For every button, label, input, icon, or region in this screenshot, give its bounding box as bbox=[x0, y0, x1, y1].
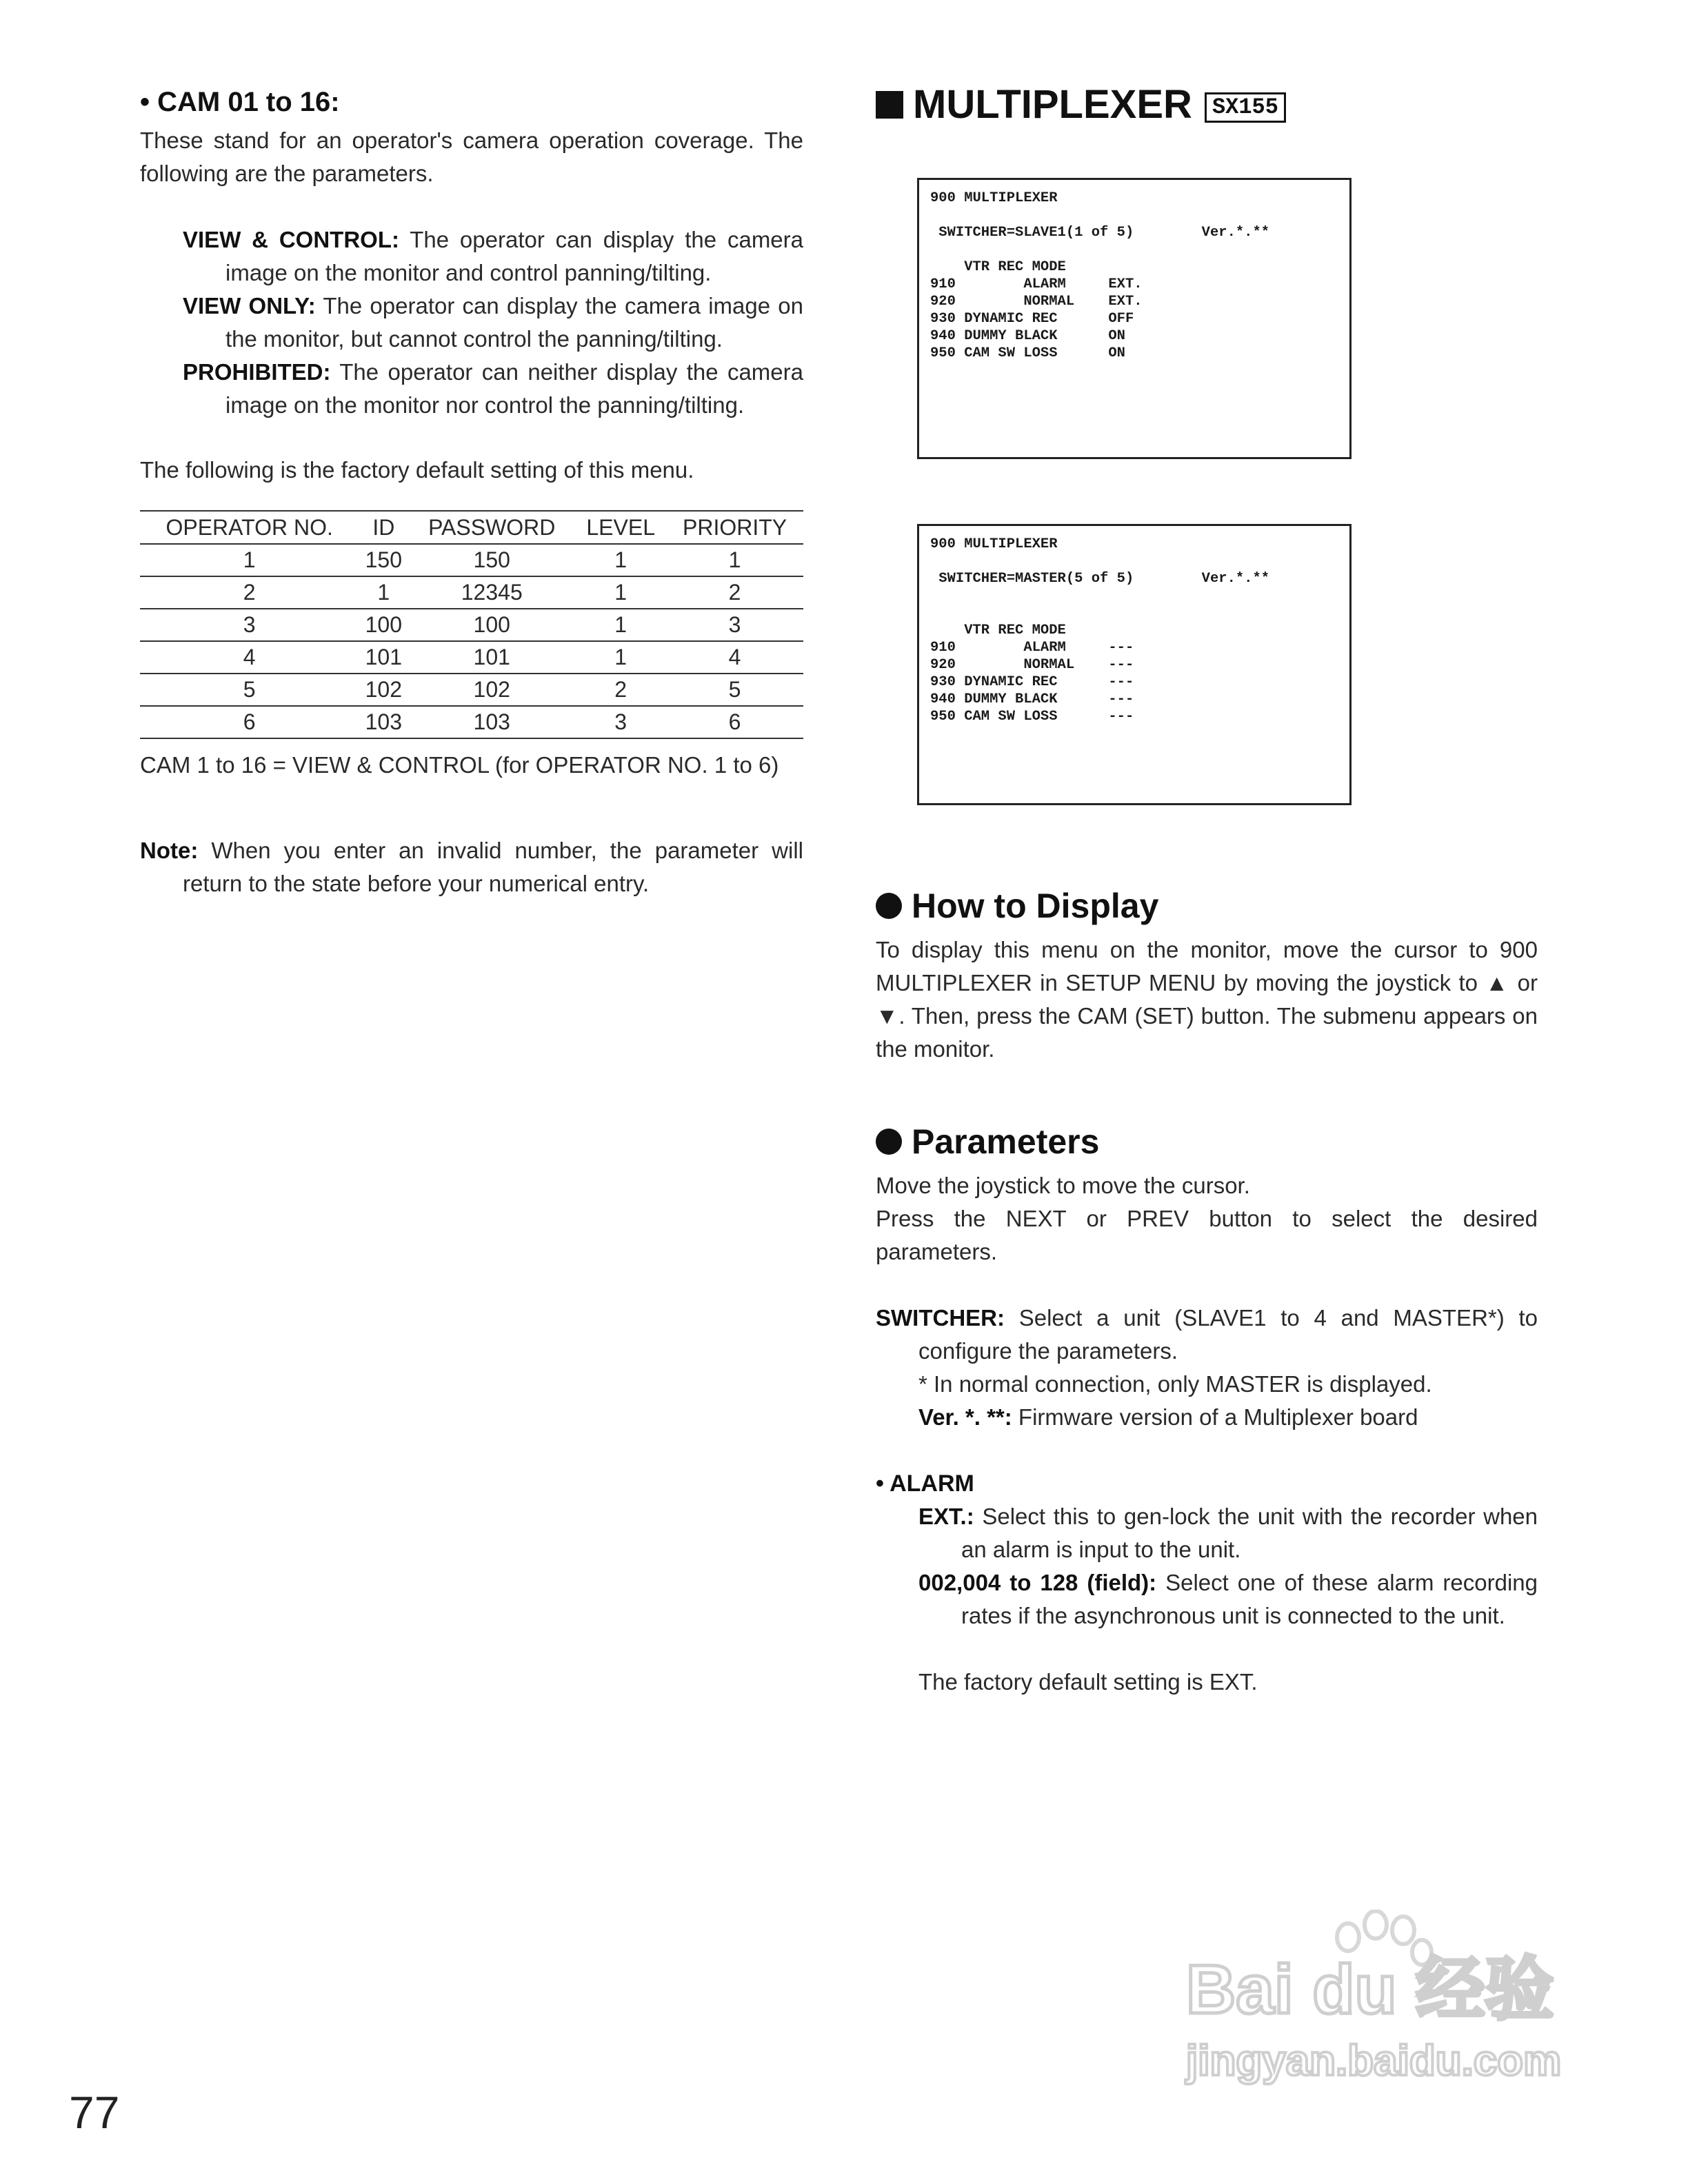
option-prohibited: PROHIBITED: The operator can neither display the camera image on the monitor nor control the panning/tilting. bbox=[183, 359, 803, 418]
field-option: 002,004 to 128 (field): Select one of these alarm recording rates if the asynchronous unit is connected to the unit. bbox=[918, 1570, 1538, 1628]
table-header-row bbox=[140, 511, 803, 544]
switcher-note: * In normal connection, only MASTER is displayed. bbox=[918, 1371, 1432, 1397]
right-column bbox=[876, 83, 1538, 1699]
circle-bullet-icon bbox=[876, 893, 902, 919]
params-line-2: Press the NEXT or PREV button to select the desired parameters. bbox=[876, 1206, 1538, 1264]
col-level: LEVEL bbox=[575, 511, 666, 544]
version-param: Ver. *. **: Firmware version of a Multiplexer board bbox=[918, 1404, 1418, 1430]
col-operator-no: OPERATOR NO. bbox=[140, 511, 359, 544]
page-number: 77 bbox=[69, 2087, 120, 2138]
section-title: MULTIPLEXER SX155 bbox=[876, 83, 1538, 127]
cam-default: CAM 1 to 16 = VIEW & CONTROL (for OPERATOR NO. 1 to 6) bbox=[140, 752, 779, 778]
table-row: 5 102 102 2 5 bbox=[140, 674, 803, 706]
baidu-watermark bbox=[1172, 1910, 1586, 2089]
table-row: 3 100 100 1 3 bbox=[140, 609, 803, 641]
table-row: 4 101 101 1 4 bbox=[140, 641, 803, 674]
col-priority: PRIORITY bbox=[666, 511, 803, 544]
default-intro: The following is the factory default setting of this menu. bbox=[140, 457, 694, 483]
table-row: 2 1 12345 1 2 bbox=[140, 576, 803, 609]
option-view-control: VIEW & CONTROL: The operator can display the camera image on the monitor and control panning/tilting. bbox=[183, 227, 803, 285]
operator-table bbox=[140, 510, 803, 739]
menu-screen-slave1: 900 MULTIPLEXER SWITCHER=SLAVE1(1 of 5) Ver.*.** VTR REC MODE 910 ALARM EXT. 920 NORMAL EXT. 930 DYNAMIC REC OFF 940 DUMMY BLACK ON 950 CAM SW LOSS ON bbox=[917, 178, 1352, 459]
col-id: ID bbox=[359, 511, 408, 544]
option-view-only: VIEW ONLY: The operator can display the camera image on the monitor, but cannot control the panning/tilting. bbox=[183, 293, 803, 352]
watermark-url: jingyan.baidu.com bbox=[1186, 2037, 1562, 2085]
left-column bbox=[140, 83, 803, 900]
circle-bullet-icon bbox=[876, 1129, 902, 1155]
how-to-display-title: How to Display bbox=[876, 885, 1538, 927]
alarm-heading: • ALARM bbox=[876, 1470, 974, 1497]
table-row: 6 103 103 3 6 bbox=[140, 706, 803, 738]
model-badge: SX155 bbox=[1205, 92, 1286, 123]
how-to-display-text: To display this menu on the monitor, move the cursor to 900 MULTIPLEXER in SETUP MENU by moving the joystick to ▲ or ▼. Then, press the CAM (SET) button. The submenu appears on the monitor. bbox=[876, 937, 1538, 1062]
switcher-param: SWITCHER: Select a unit (SLAVE1 to 4 and MASTER*) to configure the parameters. bbox=[876, 1305, 1538, 1364]
params-line-1: Move the joystick to move the cursor. bbox=[876, 1173, 1250, 1198]
col-password: PASSWORD bbox=[408, 511, 575, 544]
table-row: 1 150 150 1 1 bbox=[140, 544, 803, 576]
cam-heading: • CAM 01 to 16: bbox=[140, 87, 340, 117]
note: Note: When you enter an invalid number, the parameter will return to the state before your numerical entry. bbox=[140, 838, 803, 896]
parameters-title: Parameters bbox=[876, 1121, 1538, 1162]
factory-default: The factory default setting is EXT. bbox=[918, 1669, 1258, 1695]
cam-options bbox=[140, 223, 803, 422]
ext-option: EXT.: Select this to gen-lock the unit with the recorder when an alarm is input to the unit. bbox=[918, 1504, 1538, 1562]
watermark-brand: Bai du 经验 bbox=[1186, 1951, 1554, 2028]
cam-intro: These stand for an operator's camera operation coverage. The following are the parameters. bbox=[140, 128, 803, 186]
menu-screen-master: 900 MULTIPLEXER SWITCHER=MASTER(5 of 5) Ver.*.** VTR REC MODE 910 ALARM --- 920 NORMAL --- 930 DYNAMIC REC --- 940 DUMMY BLACK --- 950 CAM SW LOSS --- bbox=[917, 524, 1352, 805]
square-bullet-icon bbox=[876, 91, 903, 119]
